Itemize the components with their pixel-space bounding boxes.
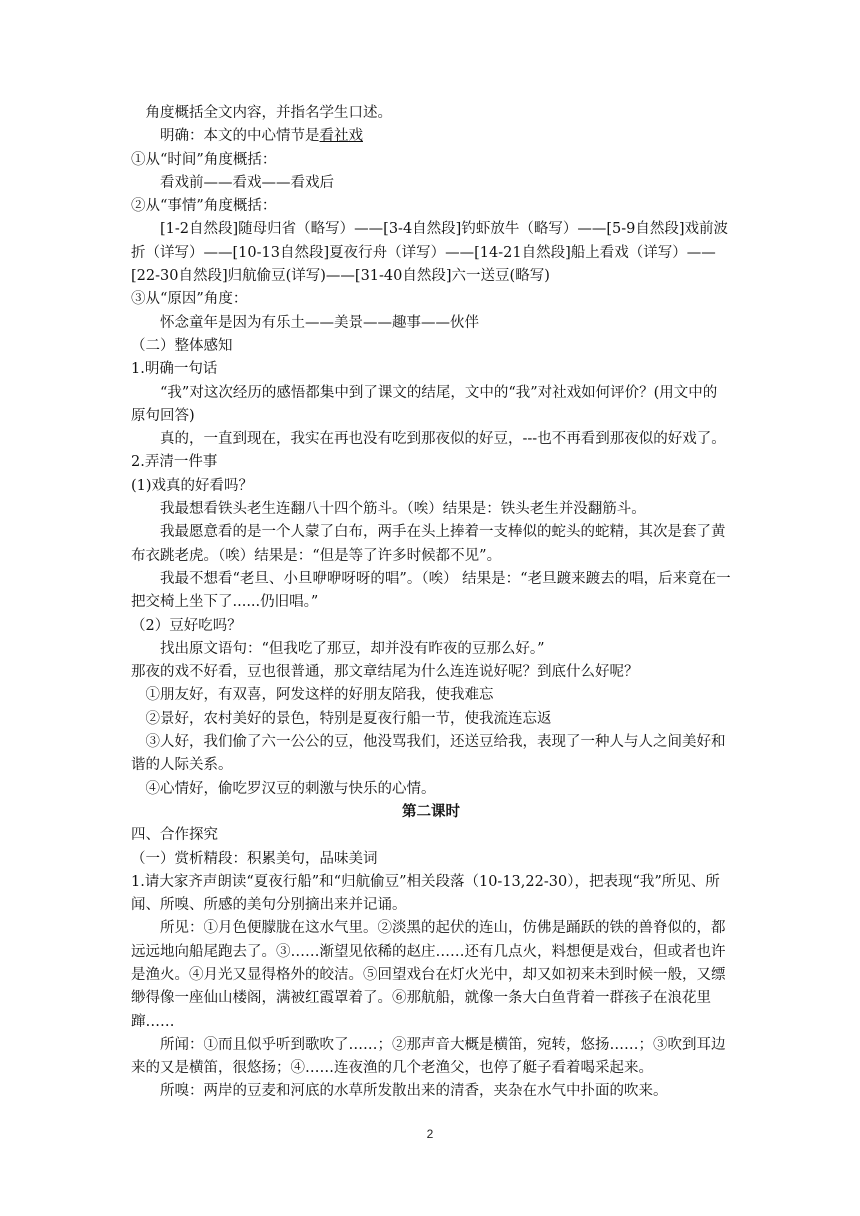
paragraph-seen: 所见：①月色便朦胧在这水气里。②淡黑的起伏的连山，仿佛是踊跃的铁的兽脊似的，都远远地向船尾跑去了。③……渐望见依稀的赵庄……还有几点火，料想便是戏台，但或者也许是渔火。④月光又显得格外的皎洁。⑤回望戏台在灯火光中，却又如初来未到时候一般，又缥缈得像一座仙山楼阁，满被红霞罩着了。⑥那航船，就像一条大白鱼背着一群孩子在浪花里蹿…… xyxy=(131,920,726,1030)
page-number: 2 xyxy=(426,1127,434,1141)
clarify-emphasis: 看社戏 xyxy=(319,128,363,145)
paragraph-heard: 所闻：①而且似乎听到歌吹了……；②那声音大概是横笛，宛转，悠扬……；③吹到耳边来的又是横笛，很悠扬；④……连夜渔的几个老渔父，也停了艇子看着喝采起来。 xyxy=(131,1036,726,1077)
subheading-play-good: (1)戏真的好看吗？ xyxy=(131,477,254,494)
lesson-title: 第二课时 xyxy=(402,803,460,820)
paragraph-intro: 角度概括全文内容，并指名学生口述。 xyxy=(145,105,392,121)
paragraph-event-heading: ②从“事情”角度概括： xyxy=(131,198,277,215)
subheading-one-thing: 2.弄清一件事 xyxy=(131,454,218,471)
section-heading-cooperative: 四、合作探究 xyxy=(131,827,218,844)
paragraph-event-content: [1-2自然段]随母归省（略写）——[3-4自然段]钓虾放牛（略写）——[5-9自然段]戏前波折（详写）——[10-13自然段]夏夜行舟（详写）——[14-21自然段]船上看戏（详写）——[22-30自然段]归航偷豆(详写)——[31-40自然段]六一送豆(略写) xyxy=(131,221,728,285)
paragraph-play-1: 我最想看铁头老生连翻八十四个筋斗。（唉）结果是：铁头老生并没翻筋斗。 xyxy=(160,501,646,518)
paragraph-reason-content: 怀念童年是因为有乐土——美景——趣事——伙伴 xyxy=(160,314,479,331)
paragraph-play-3: 我最不想看“老旦、小旦咿咿呀呀的唱”。（唉） 结果是：“老旦踱来踱去的唱，后来竟在一把交椅上坐下了......仍旧唱。” xyxy=(131,570,731,611)
paragraph-reason-heading: ③从“原因”角度： xyxy=(131,291,248,308)
document-body xyxy=(131,102,731,1104)
paragraph-smelled: 所嗅：两岸的豆麦和河底的水草所发散出来的清香，夹杂在水气中扑面的吹来。 xyxy=(160,1083,668,1100)
paragraph-beans-quote: 找出原文语句：“但我吃了那豆，却并没有昨夜的豆那么好。” xyxy=(160,640,545,657)
list-item-people: ③人好，我们偷了六一公公的豆，他没骂我们，还送豆给我，表现了一种人与人之间美好和谐的人际关系。 xyxy=(131,734,726,774)
list-item-scenery: ②景好，农村美好的景色，特别是夏夜行船一节，使我流连忘返 xyxy=(145,710,552,727)
paragraph-why-good: 那夜的戏不好看，豆也很普通，那文章结尾为什么连连说好呢？到底什么好呢？ xyxy=(131,664,639,681)
subheading-beans-good: （2）豆好吃吗？ xyxy=(131,617,242,634)
subheading-one-sentence: 1.明确一句话 xyxy=(131,361,218,378)
paragraph-clarify xyxy=(131,125,731,148)
paragraph-question: “我”对这次经历的感悟都集中到了课文的结尾，文中的“我”对社戏如何评价？(用文中的原句回答) xyxy=(131,384,718,424)
list-item-mood: ④心情好，偷吃罗汉豆的刺激与快乐的心情。 xyxy=(145,780,436,797)
paragraph-play-2: 我最愿意看的是一个人蒙了白布，两手在头上捧着一支棒似的蛇头的蛇精，其次是套了黄布衣跳老虎。（唉）结果是：“但是等了许多时候都不见”。 xyxy=(131,524,726,564)
section-heading-overall: （二）整体感知 xyxy=(131,337,233,354)
list-item-friends: ①朋友好，有双喜，阿发这样的好朋友陪我，使我难忘 xyxy=(145,687,494,704)
section-subheading-appreciation: （一）赏析精段：积累美句，品味美词 xyxy=(131,850,378,867)
paragraph-task: 1.请大家齐声朗读“夏夜行船”和“归航偷豆”相关段落（10-13,22-30），把表现“我”所见、所闻、所嗅、所感的美句分别摘出来并记诵。 xyxy=(131,873,720,914)
paragraph-time-heading: ①从“时间”角度概括： xyxy=(131,151,277,168)
paragraph-quote: 真的，一直到现在，我实在再也没有吃到那夜似的好豆，---也不再看到那夜似的好戏了。 xyxy=(160,431,726,448)
clarify-prefix: 明确：本文的中心情节是 xyxy=(160,128,320,145)
paragraph-time-content: 看戏前——看戏——看戏后 xyxy=(160,174,334,191)
